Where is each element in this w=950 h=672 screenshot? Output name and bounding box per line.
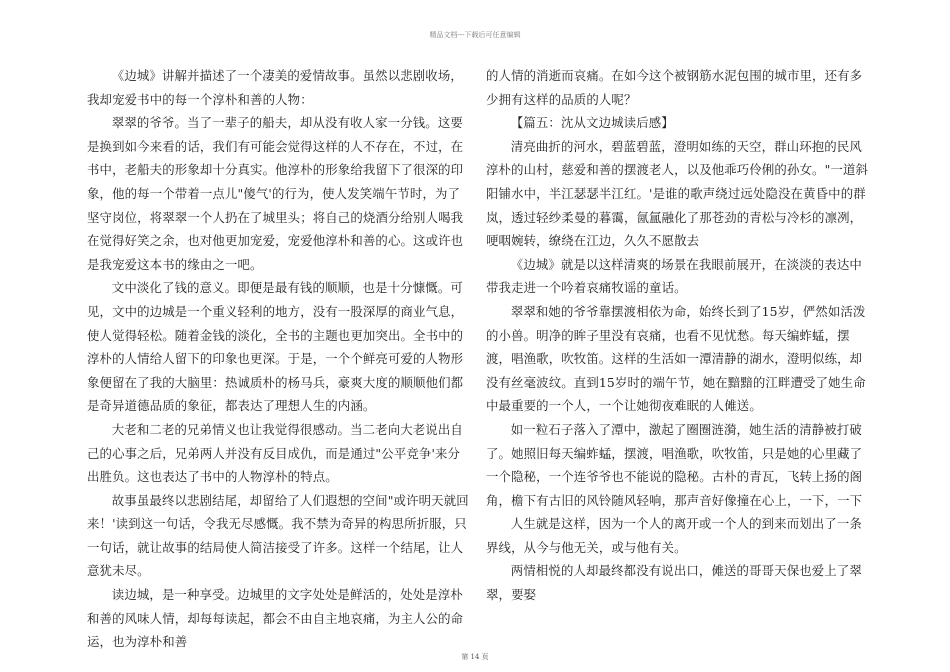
paragraph: 两情相悦的人却最终都没有说出口，傩送的哥哥天保也爱上了翠翠，要娶 bbox=[486, 563, 862, 603]
paragraph: 《边城》就是以这样清爽的场景在我眼前展开，在淡淡的表达中带我走进一个吟着哀痛牧谣的童话。 bbox=[486, 256, 862, 296]
paragraph: 人生就是这样，因为一个人的离开或一个人的到来而划出了一条界线，从今与他无关，或与他有关。 bbox=[486, 516, 862, 555]
paragraph: 清亮曲折的河水，碧蓝碧蓝，澄明如练的天空，群山环抱的民风淳朴的山村，慈爱和善的摆渡老人，以及他乖巧伶俐的孙女。"一道斜阳铺水中，半江瑟瑟半江红。'是谁的歌声绕过远处隐没在黄昏中的群岚，透过轻纱柔曼的暮霭，氤氲融化了那苍劲的青松与冷杉的凛冽，哽咽婉转，缭绕在江边，久久不愿散去 bbox=[486, 138, 869, 249]
section-heading: 【篇五：沈从文边城读后感】 bbox=[510, 115, 674, 131]
paragraph: 如一粒石子落入了潭中，激起了圈圈涟漪，她生活的清静被打破了。她照旧每天编蚱蜢，摆渡，唱渔歌，吹牧笛，只是她的心里藏了一个隐秘，一个连爷爷也不能说的隐秘。古朴的青瓦，飞转上扬的阁角，檐下有古旧的风铃随风轻响，那声音好像撞在心上，一下，一下 bbox=[486, 421, 863, 508]
paragraph: 文中淡化了钱的意义。即便是最有钱的顺顺，也是十分慷慨。可见，文中的边城是一个重义轻利的地方，没有一股深厚的商业气息，使人觉得轻松。随着金钱的淡化，全书的主题也更加突出。全书中的淳朴的人情给人留下的印象也更深。于是，一个个鲜亮可爱的人物形象便留在了我的大脑里：热诚质朴的杨马兵，豪爽大度的顺顺他们都是奇异道德品质的象征，都表达了理想人生的内涵。 bbox=[87, 280, 464, 414]
paragraph-continued: 的人情的消逝而哀痛。在如今这个被钢筋水泥包围的城市里，还有多少拥有这样的品质的人呢？ bbox=[486, 68, 863, 107]
page-header: 精品文档---下载后可任意编辑 bbox=[429, 31, 521, 39]
right-column bbox=[486, 64, 870, 607]
page-number: 第 14 页 bbox=[461, 653, 489, 661]
paragraph: 翠翠的爷爷。当了一辈子的船夫，却从没有收人家一分钱。这要是换到如今来看的话，我们有可能会觉得这样的人不存在，不过，在书中，老船夫的形象却十分真实。他淳朴的形象给我留下了很深的印象，他的每一个带着一点儿"傻气'的行为，使人发笑端午节时，为了坚守岗位，将翠翠一个人扔在了城里头；将自己的烧酒分给别人喝我在觉得好笑之余，也对他更加宠爱，宠爱他淳朴和善的心。这或许也是我宠爱这本书的缘由之一吧。 bbox=[87, 115, 464, 272]
paragraph: 大老和二老的兄弟情义也让我觉得很感动。当二老向大老说出自己的心事之后，兄弟两人并没有反目成仇，而是通过"公平竞争'来分出胜负。这也表达了书中的人物淳朴的特点。 bbox=[87, 421, 463, 485]
paragraph: 读边城，是一种享受。边城里的文字处处是鲜活的，处处是淳朴和善的风味人情，却每每读起，都会不由自主地哀痛，为主人公的命运，也为淳朴和善 bbox=[87, 587, 464, 650]
paragraph: 故事虽最终以悲剧结尾，却留给了人们遐想的空间"或许明天就回来！'读到这一句话，令我无尽感慨。我不禁为奇异的构思所折服，只一句话，就让故事的结局使人简洁接受了许多。这样一个结尾，让人意犹未尽。 bbox=[87, 492, 469, 579]
left-column bbox=[87, 64, 471, 654]
paragraph: 《边城》讲解并描述了一个凄美的爱情故事。虽然以悲剧收场，我却宠爱书中的每一个淳朴和善的人物： bbox=[87, 68, 463, 107]
paragraph: 翠翠和她的爷爷靠摆渡相依为命，始终长到了15岁，俨然如活泼的小兽。明净的眸子里没有哀痛，也看不见忧愁。每天编蚱蜢，摆渡，唱渔歌，吹牧笛。这样的生活如一潭清静的湖水，澄明似练，却没有丝毫波纹。直到15岁时的端午节，她在黯黯的江畔遭受了她生命中最重要的一个人，一个让她彻夜难眠的人傩送。 bbox=[486, 303, 866, 414]
